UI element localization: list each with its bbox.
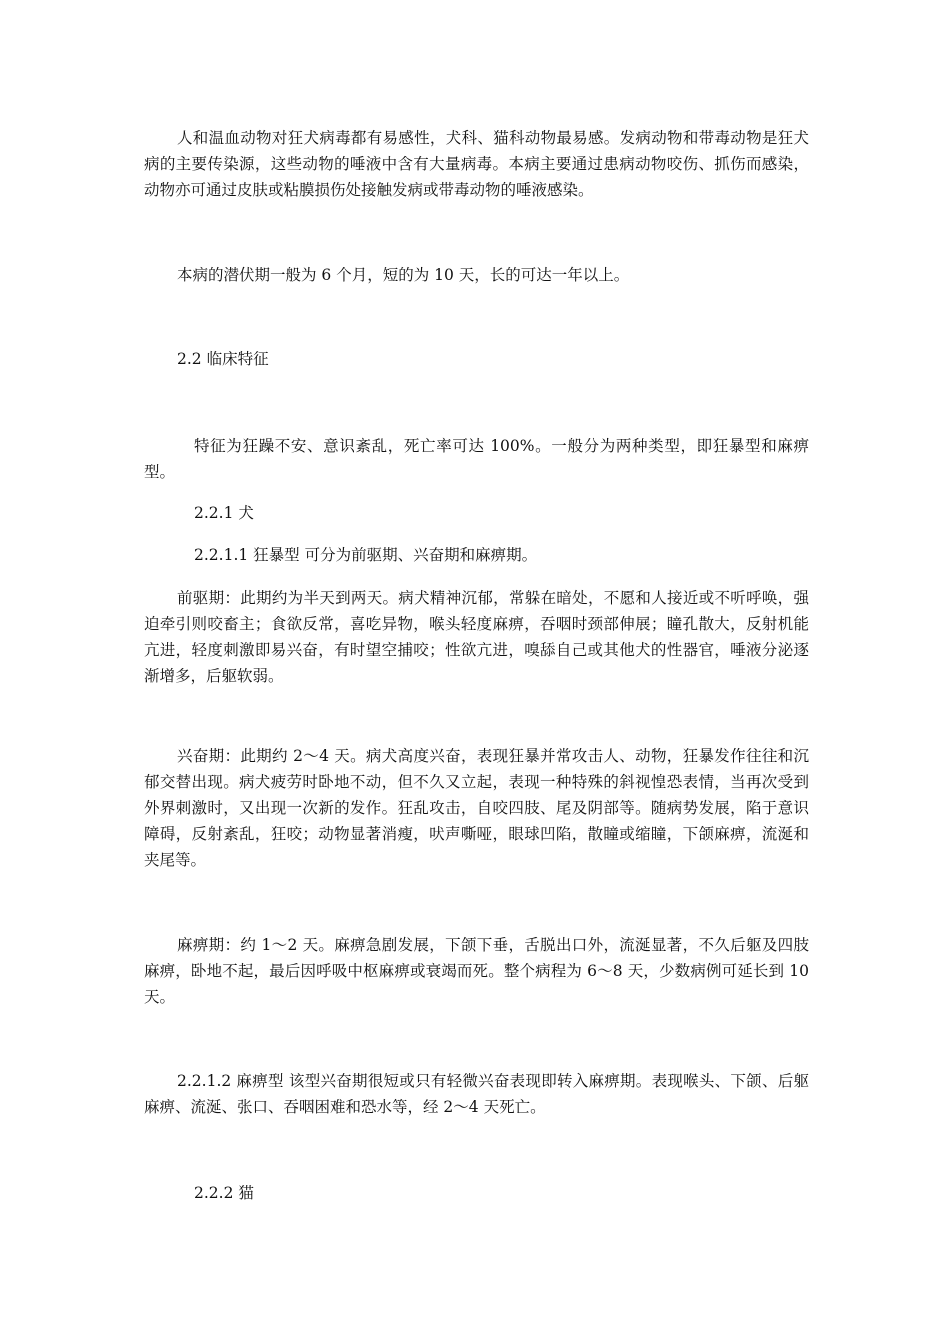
paragraph-prodromal-stage: 前驱期：此期约为半天到两天。病犬精神沉郁，常躲在暗处，不愿和人接近或不听呼唤，强迫牵引则咬畜主；食欲反常，喜吃异物，喉头轻度麻痹，吞咽时颈部伸展；瞳孔散大，反射机能亢进，轻度刺激即易兴奋，有时望空捕咬；性欲亢进，嗅舔自己或其他犬的性器官，唾液分泌逐渐增多，后躯软弱。	[144, 589, 809, 685]
paragraph-paralysis-stage: 麻痹期：约 1～2 天。麻痹急剧发展，下颌下垂，舌脱出口外，流涎显著，不久后躯及四肢麻痹，卧地不起，最后因呼吸中枢麻痹或衰竭而死。整个病程为 6～8 天，少数病例可延长到 10 天。	[144, 936, 809, 1006]
paragraph-excitation-stage: 兴奋期：此期约 2～4 天。病犬高度兴奋，表现狂暴并常攻击人、动物，狂暴发作往往和沉郁交替出现。病犬疲劳时卧地不动，但不久又立起，表现一种特殊的斜视惶恐表情，当再次受到外界刺激时，又出现一次新的发作。狂乱攻击，自咬四肢、尾及阴部等。随病势发展，陷于意识障碍，反射紊乱，狂咬；动物显著消瘦，吠声嘶哑，眼球凹陷，散瞳或缩瞳，下颌麻痹，流涎和夹尾等。	[144, 747, 809, 869]
paragraph-susceptibility: 人和温血动物对狂犬病毒都有易感性，犬科、猫科动物最易感。发病动物和带毒动物是狂犬病的主要传染源，这些动物的唾液中含有大量病毒。本病主要通过患病动物咬伤、抓伤而感染，动物亦可通过皮肤或粘膜损伤处接触发病或带毒动物的唾液感染。	[144, 129, 809, 199]
paragraph-incubation: 本病的潜伏期一般为 6 个月，短的为 10 天，长的可达一年以上。	[177, 266, 630, 284]
heading-clinical-features: 2.2 临床特征	[177, 350, 269, 368]
heading-furious-type: 2.2.1.1 狂暴型 可分为前驱期、兴奋期和麻痹期。	[194, 546, 538, 564]
paragraph-features: 特征为狂躁不安、意识紊乱，死亡率可达 100%。一般分为两种类型，即狂暴型和麻痹型。	[144, 437, 809, 481]
heading-cat: 2.2.2 猫	[194, 1184, 254, 1202]
heading-dog: 2.2.1 犬	[194, 504, 254, 522]
paragraph-paralytic-type: 2.2.1.2 麻痹型 该型兴奋期很短或只有轻微兴奋表现即转入麻痹期。表现喉头、下颌、后躯麻痹、流涎、张口、吞咽困难和恐水等，经 2～4 天死亡。	[144, 1072, 809, 1116]
